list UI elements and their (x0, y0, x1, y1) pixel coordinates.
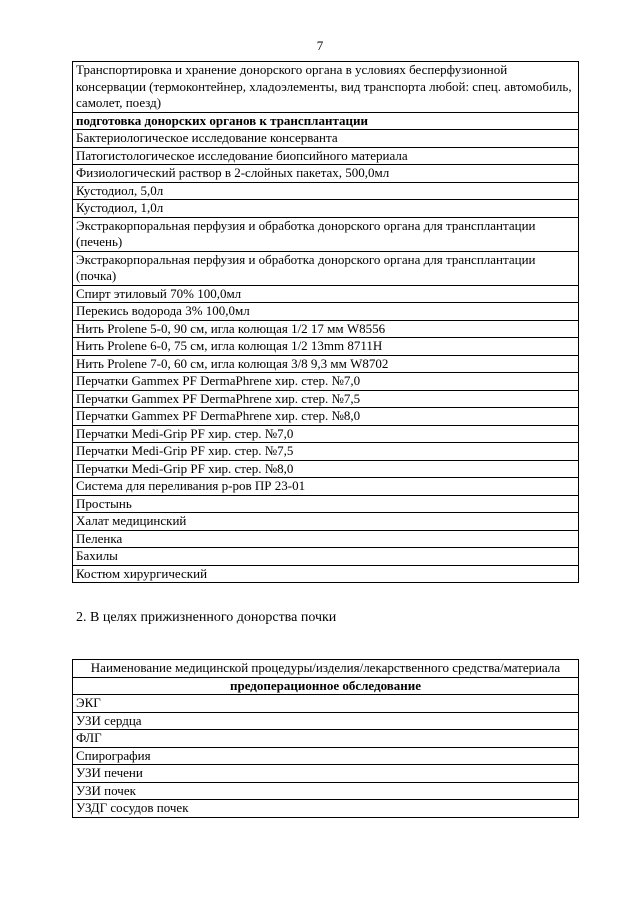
table-cell: Патогистологическое исследование биопсийного материала (73, 147, 579, 165)
table-cell: ЭКГ (73, 695, 579, 713)
table-cell: Перчатки Medi-Grip PF хир. стер. №7,5 (73, 443, 579, 461)
table-header-cell: Наименование медицинской процедуры/изделия/лекарственного средства/материала (73, 660, 579, 678)
table-cell: Перекись водорода 3% 100,0мл (73, 303, 579, 321)
table-cell: Перчатки Gammex PF DermaPhrene хир. стер. №8,0 (73, 408, 579, 426)
table-row (73, 320, 579, 338)
table-row (73, 390, 579, 408)
table-cell: Перчатки Gammex PF DermaPhrene хир. стер. №7,0 (73, 373, 579, 391)
table-row (73, 712, 579, 730)
kidney-donation-table (72, 659, 579, 818)
table-cell: Спирография (73, 747, 579, 765)
table-cell: Простынь (73, 495, 579, 513)
table-cell: УЗИ сердца (73, 712, 579, 730)
table-cell: подготовка донорских органов к трансплантации (73, 112, 579, 130)
table-row (73, 408, 579, 426)
table-cell: Нить Prolene 5-0, 90 см, игла колющая 1/2 17 мм W8556 (73, 320, 579, 338)
section-2-title: 2. В целях прижизненного донорства почки (76, 610, 337, 625)
table-cell: Перчатки Medi-Grip PF хир. стер. №8,0 (73, 460, 579, 478)
table-cell: Физиологический раствор в 2-слойных пакетах, 500,0мл (73, 165, 579, 183)
table-cell: Спирт этиловый 70% 100,0мл (73, 285, 579, 303)
table-row (73, 565, 579, 583)
table-row (73, 425, 579, 443)
table-cell: УЗДГ сосудов почек (73, 800, 579, 818)
table-cell: Нить Prolene 7-0, 60 см, игла колющая 3/8 9,3 мм W8702 (73, 355, 579, 373)
table-row (73, 782, 579, 800)
table-row (73, 182, 579, 200)
table-row (73, 373, 579, 391)
table-cell: Перчатки Medi-Grip PF хир. стер. №7,0 (73, 425, 579, 443)
table-cell: Пеленка (73, 530, 579, 548)
table-row (73, 285, 579, 303)
table-row (73, 112, 579, 130)
table-row (73, 338, 579, 356)
table-row (73, 548, 579, 566)
table-row (73, 355, 579, 373)
page-number: 7 (316, 38, 324, 53)
table-row (73, 495, 579, 513)
table-row (73, 62, 579, 113)
table-row (73, 460, 579, 478)
table-row (73, 730, 579, 748)
table-cell: ФЛГ (73, 730, 579, 748)
table-cell: Кустодиол, 5,0л (73, 182, 579, 200)
table-row (73, 130, 579, 148)
table-row (73, 303, 579, 321)
table-cell: Система для переливания р-ров ПР 23-01 (73, 478, 579, 496)
table-row (73, 800, 579, 818)
table-cell: Бахилы (73, 548, 579, 566)
table-cell: Экстракорпоральная перфузия и обработка донорского органа для трансплантации (почка) (73, 251, 579, 285)
table-row (73, 217, 579, 251)
table-header-row (73, 660, 579, 678)
table-cell: Перчатки Gammex PF DermaPhrene хир. стер. №7,5 (73, 390, 579, 408)
table-cell: Нить Prolene 6-0, 75 см, игла колющая 1/2 13mm 8711H (73, 338, 579, 356)
materials-table (72, 61, 579, 583)
table-row (73, 165, 579, 183)
table-row (73, 251, 579, 285)
table-row (73, 765, 579, 783)
table-row (73, 513, 579, 531)
table-row (73, 530, 579, 548)
kidney-donation-rows (73, 695, 579, 818)
table-row (73, 200, 579, 218)
table-row (73, 443, 579, 461)
table-cell: Халат медицинский (73, 513, 579, 531)
table-row (73, 747, 579, 765)
table-cell: Костюм хирургический (73, 565, 579, 583)
table-cell: Транспортировка и хранение донорского органа в условиях бесперфузионной консервации (термоконтейнер, хладоэлементы, вид транспорта любой: спец. автомобиль, самолет, поезд) (73, 62, 579, 113)
table-row (73, 478, 579, 496)
table-cell: Экстракорпоральная перфузия и обработка донорского органа для трансплантации (печень) (73, 217, 579, 251)
table-cell: УЗИ печени (73, 765, 579, 783)
table-row (73, 147, 579, 165)
table-cell: Кустодиол, 1,0л (73, 200, 579, 218)
table-subheader-row (73, 677, 579, 695)
table-cell: УЗИ почек (73, 782, 579, 800)
table-subheader-cell: предоперационное обследование (73, 677, 579, 695)
kidney-donation-table-body (73, 660, 579, 695)
table-row (73, 695, 579, 713)
table-cell: Бактериологическое исследование консерванта (73, 130, 579, 148)
materials-table-body (73, 62, 579, 583)
